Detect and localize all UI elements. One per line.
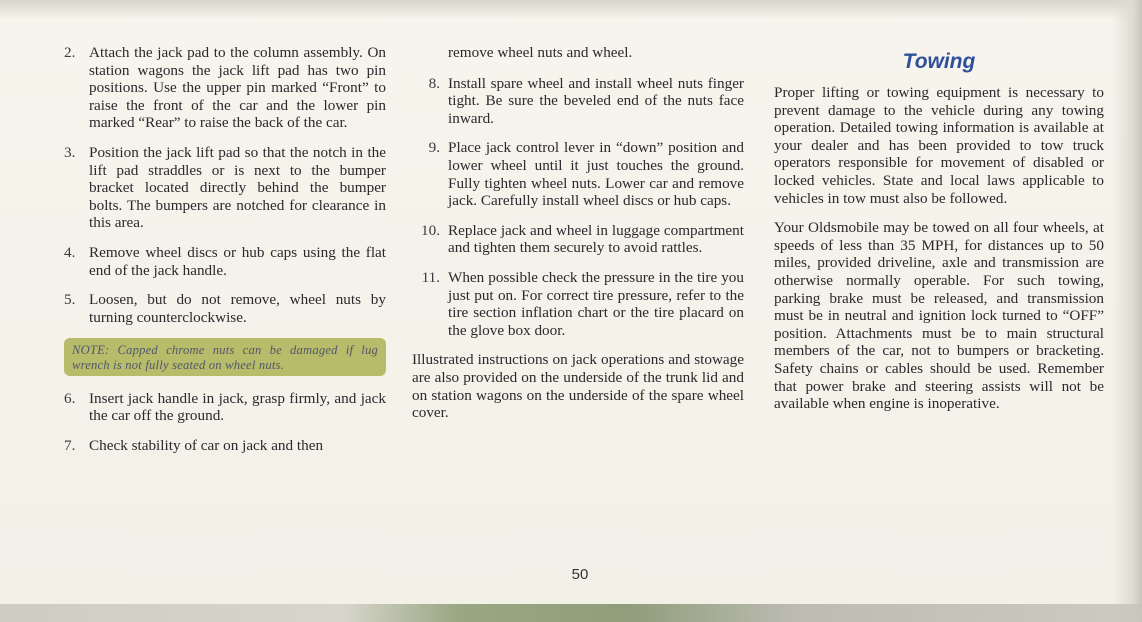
step-number: 8.: [428, 74, 440, 92]
step-3: [64, 144, 386, 232]
step-number: 5.: [64, 291, 76, 309]
step-number: 7.: [64, 436, 76, 454]
step-text: Install spare wheel and install wheel nuts finger tight. Be sure the beveled end of the nuts face inward.: [448, 74, 744, 127]
step-text: Attach the jack pad to the column assembly. On station wagons the jack lift pad has two pin positions. Use the upper pin marked “Front” to raise the front of the car and the lower pin marked “Rear” to raise the back of the car.: [89, 44, 386, 132]
step-number: 11.: [421, 268, 440, 286]
step-7: [64, 437, 386, 455]
step-text: Loosen, but do not remove, wheel nuts by turning counterclockwise.: [89, 291, 386, 326]
step-text: When possible check the pressure in the tire you just put on. For correct tire pressure, refer to the tire section inflation chart or the tire placard on the glove box door.: [448, 268, 744, 339]
step-text: Replace jack and wheel in luggage compartment and tighten them securely to avoid rattles.: [448, 221, 744, 257]
towing-paragraph-1: Proper lifting or towing equipment is necessary to prevent damage to the vehicle during any towing operation. Detailed towing information is available at your dealer and has been provided to tow truck operators responsible for movement of disabled or locked vehicles. State and local laws applicable to vehicles in tow must also be followed.: [774, 84, 1104, 207]
towing-heading: Towing: [902, 50, 976, 73]
step-number: 6.: [64, 389, 76, 407]
step-text: Place jack control lever in “down” position and lower wheel until it just touches the ground. Fully tighten wheel nuts. Lower car and remove jack. Carefully install wheel discs or hub caps.: [448, 139, 744, 210]
top-page-edge: [0, 0, 1142, 20]
step-number: 2.: [64, 44, 76, 61]
step-text: Position the jack lift pad so that the notch in the lift pad straddles or is next to the bumper bracket located directly behind the bumper bolts. The bumpers are notched for clearance in this area.: [89, 143, 386, 232]
step-text: Check stability of car on jack and then: [89, 436, 324, 454]
step-9: [412, 139, 744, 209]
column-left: [64, 44, 386, 467]
step-number: 3.: [64, 143, 76, 161]
bottom-page-edge: [0, 604, 1142, 622]
step-4: [64, 244, 386, 279]
step-number: 9.: [428, 139, 440, 157]
step-10: [412, 222, 744, 257]
right-page-edge: [1112, 0, 1142, 622]
towing-paragraph-2: Your Oldsmobile may be towed on all four wheels, at speeds of less than 35 MPH, for distances up to 50 miles, provided driveline, axle and transmission are otherwise normally operable. For such towing, parking brake must be released, and transmission must be in neutral and ignition lock turned to “OFF” position. Attachments must be to main structural members of the car, not to bumpers or bracketing. Safety chains or cables should be used. Remember that power brake and steering assists will not be available when engine is inoperative.: [774, 219, 1104, 413]
column-middle: [412, 44, 744, 434]
jack-instructions-paragraph: Illustrated instructions on jack operations and stowage are also provided on the underside of the trunk lid and on station wagons on the underside of the spare wheel cover.: [412, 351, 744, 422]
step-6: [64, 390, 386, 425]
step-2: [64, 44, 386, 132]
step-text: Insert jack handle in jack, grasp firmly, and jack the car off the ground.: [89, 389, 386, 425]
step-number: 10.: [421, 221, 440, 239]
step-number: 4.: [64, 243, 76, 261]
step-8: [412, 75, 744, 128]
page-number: 50: [571, 566, 589, 583]
step-7-continuation: remove wheel nuts and wheel.: [448, 44, 633, 61]
column-right: [774, 44, 1104, 425]
step-11: [412, 269, 744, 339]
note-box: NOTE: Capped chrome nuts can be damaged if lug wrench is not fully seated on wheel nuts.: [64, 338, 386, 375]
step-5: [64, 291, 386, 326]
step-text: Remove wheel discs or hub caps using the flat end of the jack handle.: [89, 243, 386, 279]
